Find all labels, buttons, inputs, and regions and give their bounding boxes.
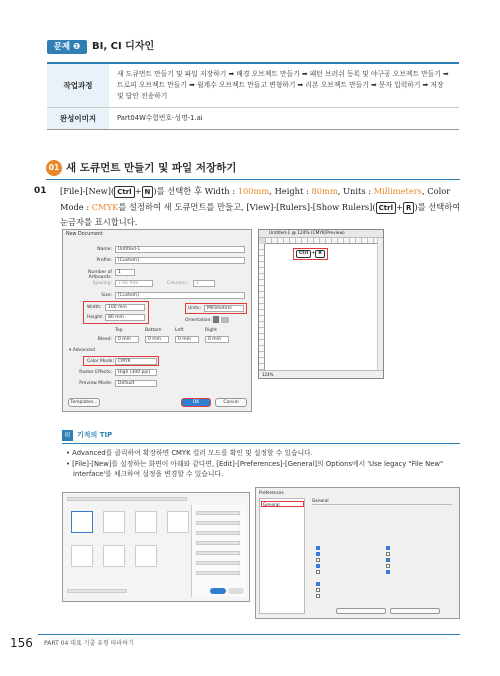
preset-thumbnail[interactable] [71, 545, 93, 567]
document-window-screenshot [258, 229, 384, 379]
preferences-screenshot [255, 487, 460, 619]
name-label: Name: [97, 247, 112, 252]
zoom-status: 124% [259, 370, 383, 378]
task-row-value: Part04W수험번호-성명-1.ai [117, 114, 203, 122]
artboards-label: Number of Artboards: [88, 270, 112, 280]
task-row-process [47, 64, 459, 108]
preset-thumbnail[interactable] [135, 545, 157, 567]
option-checkbox[interactable] [386, 552, 390, 556]
new-document-modern-screenshot [62, 492, 250, 602]
option-checkbox[interactable] [386, 564, 390, 568]
task-badge: 문제 ❶ [47, 40, 87, 54]
option-checkbox[interactable] [386, 558, 390, 562]
raster-select[interactable]: High (300 ppi) [115, 369, 157, 376]
preset-thumbnail[interactable] [167, 511, 189, 533]
preset-thumbnail[interactable] [103, 511, 125, 533]
profile-label: Profile: [96, 258, 112, 263]
key-ctrl: Ctrl [114, 186, 134, 198]
ok-button[interactable]: OK [181, 398, 211, 407]
task-row-value: 새 도큐먼트 만들기 및 파일 저장하기 ➡ 배경 오브젝트 만들기 ➡ 패턴 브러쉬 등록 및 야구공 오브젝트 만들기 ➡ 트로피 오브젝트 만들기 ➡ 월계수 오브젝트 만들고 변형하기 ➡ 리본 오브젝트 만들기 ➡ 문자 입력하기 ➡ 저장 및 답안 전송하기 [117, 70, 449, 100]
close-button[interactable] [228, 588, 244, 594]
right-label: Right [205, 328, 217, 333]
dialog-title: New Document [66, 232, 103, 237]
option-checkbox[interactable] [316, 570, 320, 574]
height-field[interactable]: 80 mm [105, 314, 145, 321]
bleed-left-field[interactable]: 0 mm [175, 336, 199, 343]
profile-select[interactable]: [Custom] [115, 257, 245, 264]
top-label: Top [115, 328, 123, 333]
preferences-title: Preferences [259, 490, 284, 495]
preset-details-panel [191, 505, 246, 597]
cancel-button[interactable]: Cancel [215, 398, 247, 407]
units-select[interactable]: Millimeters [204, 305, 244, 312]
option-checkbox[interactable] [386, 546, 390, 550]
page-number: 156 [10, 636, 33, 650]
key-n: N [142, 186, 154, 198]
section-number: 01 [46, 160, 62, 176]
document-tab-title: Untitled-1 @ 124% (CMYK/Preview) [259, 230, 383, 238]
tip-title: 기적의 TIP [77, 431, 113, 439]
spacing-field[interactable]: 7.06 mm [115, 280, 153, 287]
key-ctrl: Ctrl [376, 202, 396, 214]
bottom-label: Bottom [145, 328, 162, 333]
colormode-label: Color Mode: [87, 359, 114, 364]
footer-divider [38, 634, 460, 635]
tip-text [66, 448, 460, 480]
tip-divider [62, 443, 460, 444]
option-checkbox[interactable] [386, 570, 390, 574]
task-title: BI, CI 디자인 [92, 41, 155, 52]
shortcut-callout: Ctrl + R [293, 248, 328, 260]
bleed-bottom-field[interactable]: 0 mm [145, 336, 169, 343]
option-checkbox[interactable] [316, 546, 320, 550]
tip-line: • [File]-[New]를 설정하는 화면이 아래와 같다면, [Edit]-[Preferences]-[General]의 Options에서 'Use legacy "File New" interface'를 체크하여 설정을 변경할 수 있습니다. [66, 459, 444, 478]
colormode-select[interactable]: CMYK [115, 358, 157, 365]
footer-text: PART 04 대표 기출 유형 따라하기 [44, 640, 134, 647]
raster-label: Raster Effects: [79, 370, 112, 375]
preferences-category-list [259, 498, 305, 614]
orientation-label: Orientation: [185, 318, 212, 323]
preset-thumbnail[interactable] [135, 511, 157, 533]
height-label: Height: [87, 315, 104, 320]
section-divider [46, 179, 460, 180]
preview-select[interactable]: Default [115, 380, 157, 387]
option-checkbox[interactable] [316, 552, 320, 556]
preview-label: Preview Mode: [79, 381, 112, 386]
width-field[interactable]: 100 mm [105, 304, 145, 311]
task-row-label: 완성이미지 [47, 108, 109, 129]
step-instruction: [File]-[New]( Ctrl + N )를 선택한 후 Width : 100mm, Height : 80mm, Units : Millimeters, Color Mode : CMYK를 설정하여 새 도큐먼트를 만들고, [View]-[Rulers]-[Show Rulers]( Ctrl + R )를 선택하여 눈금자를 표시합니다. [60, 186, 461, 227]
templates-button[interactable]: Templates... [68, 398, 100, 407]
option-checkbox[interactable] [316, 564, 320, 568]
spacing-label: Spacing: [92, 281, 112, 286]
tip-line: • Advanced를 클릭하여 확장하면 CMYK 컬러 모드를 확인 및 설정할 수 있습니다. [66, 449, 313, 457]
columns-field[interactable]: 1 [193, 280, 215, 287]
left-label: Left [175, 328, 184, 333]
tip-icon: 印 [62, 430, 73, 441]
option-checkbox[interactable] [316, 594, 320, 598]
use-legacy-file-new-checkbox[interactable] [316, 582, 320, 586]
units-label: Units: [188, 306, 202, 311]
task-row-label: 작업과정 [47, 64, 109, 107]
new-document-dialog-screenshot [62, 229, 252, 412]
width-label: Width: [87, 305, 102, 310]
bleed-label: Bleed: [97, 337, 112, 342]
vertical-scrollbar[interactable] [377, 238, 383, 370]
artboards-field[interactable]: 1 [115, 269, 135, 276]
reset-warning-button[interactable] [336, 608, 386, 614]
task-row-image [47, 108, 459, 129]
general-heading: General [312, 498, 329, 503]
category-general[interactable]: General [263, 502, 280, 507]
reset-preferences-button[interactable] [390, 608, 440, 614]
template-search[interactable] [67, 589, 127, 593]
landscape-icon[interactable] [221, 317, 229, 323]
bleed-top-field[interactable]: 0 mm [115, 336, 139, 343]
option-checkbox[interactable] [316, 588, 320, 592]
preset-thumbnail[interactable] [103, 545, 125, 567]
preset-thumbnail[interactable] [71, 511, 93, 533]
name-field[interactable]: Untitled-1 [115, 246, 245, 253]
portrait-icon[interactable] [213, 316, 219, 323]
task-table [47, 62, 459, 130]
columns-label: Columns: [167, 281, 189, 286]
bleed-right-field[interactable]: 0 mm [205, 336, 229, 343]
create-button[interactable] [210, 588, 226, 594]
section-title: 새 도큐먼트 만들기 및 파일 저장하기 [66, 162, 237, 174]
advanced-toggle[interactable]: ▾ Advanced [69, 348, 95, 353]
artboard-canvas[interactable] [265, 244, 377, 370]
size-select[interactable]: [Custom] [115, 292, 245, 299]
step-number: 01 [34, 186, 47, 196]
preset-tabs [67, 497, 187, 501]
size-label: Size: [101, 293, 112, 298]
option-checkbox[interactable] [316, 558, 320, 562]
key-r: R [403, 202, 414, 214]
advanced-label: Advanced [72, 348, 95, 353]
